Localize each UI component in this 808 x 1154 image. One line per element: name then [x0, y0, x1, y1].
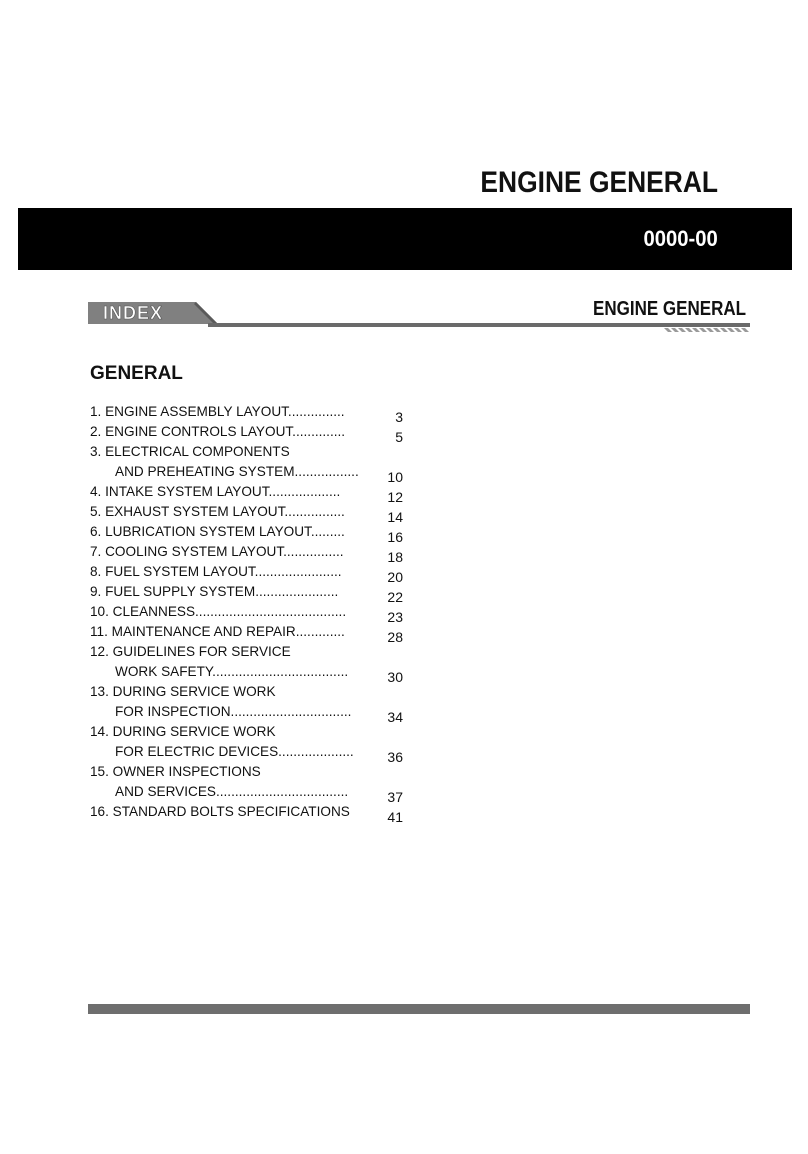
footer-rule: [88, 1004, 750, 1014]
toc-entry[interactable]: [90, 802, 406, 825]
toc-entry-title: AND SERVICES...................................: [115, 784, 349, 799]
toc-entry-title: 13. DURING SERVICE WORK: [90, 684, 276, 699]
toc-entry[interactable]: [90, 682, 406, 725]
toc-entry[interactable]: [90, 642, 406, 685]
toc-page-number: 22: [387, 589, 403, 605]
toc-entry-title: FOR INSPECTION................................: [115, 704, 352, 719]
toc-page-number: 28: [387, 629, 403, 645]
toc-page-number: 20: [387, 569, 403, 585]
toc-entry[interactable]: [90, 602, 406, 625]
toc-entry-title: 9. FUEL SUPPLY SYSTEM......................: [90, 584, 339, 599]
document-title: ENGINE GENERAL: [480, 166, 718, 199]
toc-entry-title: 4. INTAKE SYSTEM LAYOUT...................: [90, 484, 341, 499]
toc-entry[interactable]: [90, 442, 406, 485]
section-heading: GENERAL: [90, 363, 183, 384]
toc-page-number: 34: [387, 709, 403, 725]
toc-entry-title: 3. ELECTRICAL COMPONENTS: [90, 444, 290, 459]
toc-page-number: 14: [387, 509, 403, 525]
index-label: INDEX: [103, 303, 164, 323]
toc-page-number: 16: [387, 529, 403, 545]
section-name: ENGINE GENERAL: [592, 298, 746, 320]
index-rule: [208, 323, 750, 327]
toc-entry[interactable]: [90, 562, 406, 585]
toc-page-number: 30: [387, 669, 403, 685]
hatch-decoration: [664, 328, 749, 332]
toc-entry-title: AND PREHEATING SYSTEM.................: [115, 464, 359, 479]
toc-entry-title: 11. MAINTENANCE AND REPAIR.............: [90, 624, 345, 639]
toc-page-number: 23: [387, 609, 403, 625]
toc-entry[interactable]: [90, 502, 406, 525]
toc-entry[interactable]: [90, 762, 406, 805]
table-of-contents: [90, 402, 406, 825]
toc-page-number: 3: [395, 409, 403, 425]
toc-entry-title: 10. CLEANNESS........................................: [90, 604, 347, 619]
toc-entry[interactable]: [90, 402, 406, 425]
toc-entry-title: 7. COOLING SYSTEM LAYOUT................: [90, 544, 344, 559]
toc-entry-title: WORK SAFETY....................................: [115, 664, 349, 679]
toc-page-number: 36: [387, 749, 403, 765]
toc-entry[interactable]: [90, 542, 406, 565]
toc-page-number: 37: [387, 789, 403, 805]
toc-entry-title: FOR ELECTRIC DEVICES....................: [115, 744, 354, 759]
toc-entry[interactable]: [90, 522, 406, 545]
toc-entry[interactable]: [90, 482, 406, 505]
toc-entry-title: 6. LUBRICATION SYSTEM LAYOUT.........: [90, 524, 345, 539]
toc-page-number: 12: [387, 489, 403, 505]
toc-page-number: 18: [387, 549, 403, 565]
toc-entry[interactable]: [90, 722, 406, 765]
toc-entry-title: 8. FUEL SYSTEM LAYOUT.......................: [90, 564, 342, 579]
toc-page-number: 10: [387, 469, 403, 485]
toc-entry[interactable]: [90, 622, 406, 645]
toc-entry-title: 15. OWNER INSPECTIONS: [90, 764, 261, 779]
toc-entry-title: 5. EXHAUST SYSTEM LAYOUT................: [90, 504, 345, 519]
toc-entry-title: 2. ENGINE CONTROLS LAYOUT..............: [90, 424, 346, 439]
toc-entry-title: 14. DURING SERVICE WORK: [90, 724, 276, 739]
section-code: 0000-00: [643, 226, 718, 251]
toc-entry[interactable]: [90, 422, 406, 445]
toc-entry-title: 16. STANDARD BOLTS SPECIFICATIONS: [90, 804, 350, 819]
toc-entry-title: 12. GUIDELINES FOR SERVICE: [90, 644, 291, 659]
toc-page-number: 41: [387, 809, 403, 825]
toc-entry[interactable]: [90, 582, 406, 605]
toc-entry-title: 1. ENGINE ASSEMBLY LAYOUT...............: [90, 404, 345, 419]
toc-page-number: 5: [395, 429, 403, 445]
